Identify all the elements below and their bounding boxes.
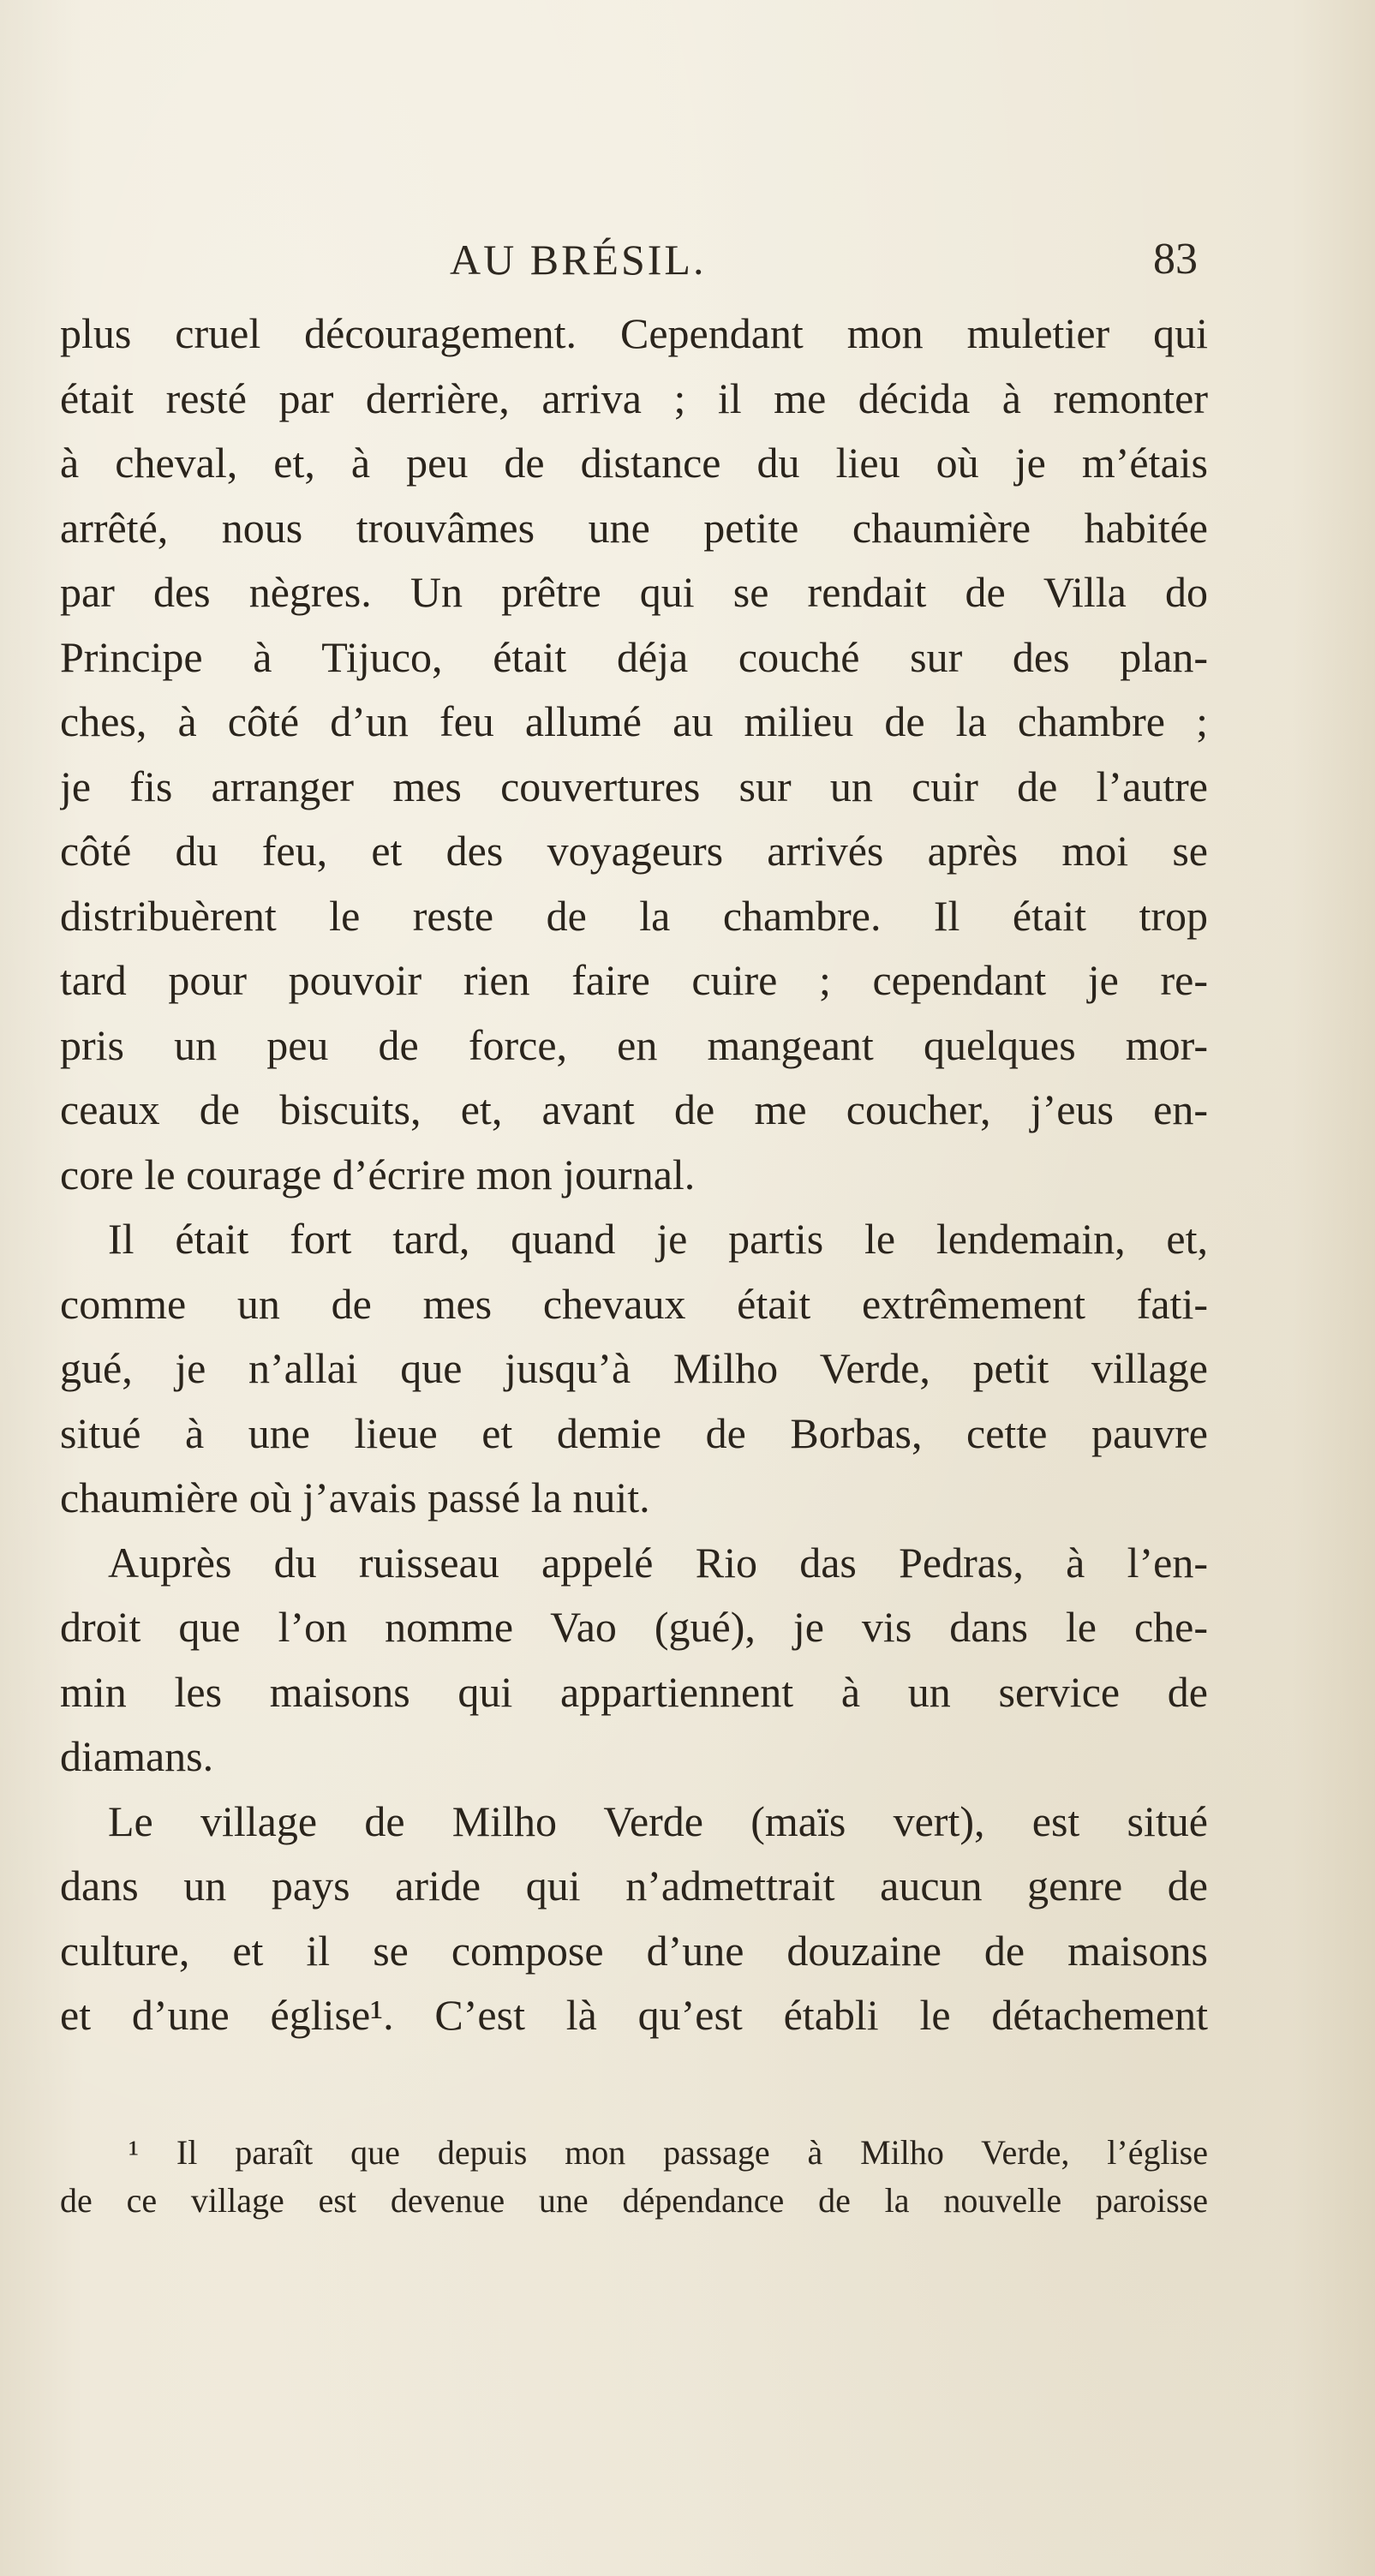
text-line: diamans. — [60, 1732, 214, 1780]
text-line: Le village de Milho Verde (maïs vert), est situé — [108, 1796, 1208, 1845]
text-line: Auprès du ruisseau appelé Rio das Pedras, à l’en- — [108, 1538, 1208, 1587]
text-line: core le courage d’écrire mon journal. — [60, 1150, 696, 1198]
text-line: gué, je n’allai que jusqu’à Milho Verde, petit village — [60, 1344, 1208, 1392]
text-line: pris un peu de force, en mangeant quelques mor- — [60, 1020, 1208, 1069]
text-line: ceaux de biscuits, et, avant de me coucher, j’eus en- — [60, 1085, 1208, 1133]
footnote-line: ¹ Il paraît que depuis mon passage à Milho Verde, l’église — [129, 2133, 1208, 2172]
text-line: était resté par derrière, arriva ; il me décida à remonter — [60, 374, 1208, 422]
text-line: arrêté, nous trouvâmes une petite chaumière habitée — [60, 503, 1208, 552]
text-line: chaumière où j’avais passé la nuit. — [60, 1473, 650, 1521]
running-title: AU BRÉSIL. — [450, 236, 707, 284]
page-header — [60, 230, 1198, 290]
text-line: droit que l’on nomme Vao (gué), je vis dans le che- — [60, 1603, 1208, 1651]
text-line: dans un pays aride qui n’admettrait aucun genre de — [60, 1862, 1208, 1910]
text-line: Principe à Tijuco, était déja couché sur des plan- — [60, 632, 1208, 681]
text-line: ches, à côté d’un feu allumé au milieu de la chambre ; — [60, 697, 1208, 745]
text-line: Il était fort tard, quand je partis le lendemain, et, — [108, 1215, 1208, 1263]
text-line: et d’une église¹. C’est là qu’est établi le détachement — [60, 1991, 1208, 2039]
text-line: par des nègres. Un prêtre qui se rendait de Villa do — [60, 568, 1208, 616]
page-number: 83 — [1153, 235, 1198, 284]
body-text — [60, 302, 1208, 2048]
footnote — [60, 2129, 1208, 2225]
text-line: distribuèrent le reste de la chambre. Il était trop — [60, 891, 1208, 940]
text-line: min les maisons qui appartiennent à un service de — [60, 1667, 1208, 1716]
text-line: culture, et il se compose d’une douzaine de maisons — [60, 1926, 1208, 1975]
text-line: situé à une lieue et demie de Borbas, cette pauvre — [60, 1408, 1208, 1457]
text-line: je fis arranger mes couvertures sur un cuir de l’autre — [60, 762, 1208, 810]
text-line: plus cruel découragement. Cependant mon muletier qui — [60, 309, 1208, 357]
text-line: tard pour pouvoir rien faire cuire ; cependant je re- — [60, 956, 1208, 1004]
text-line: côté du feu, et des voyageurs arrivés après moi se — [60, 827, 1208, 875]
footnote-line: de ce village est devenue une dépendance de la nouvelle paroisse — [60, 2181, 1208, 2220]
text-line: comme un de mes chevaux était extrêmement fati- — [60, 1279, 1208, 1328]
text-line: à cheval, et, à peu de distance du lieu où je m’étais — [60, 439, 1208, 487]
